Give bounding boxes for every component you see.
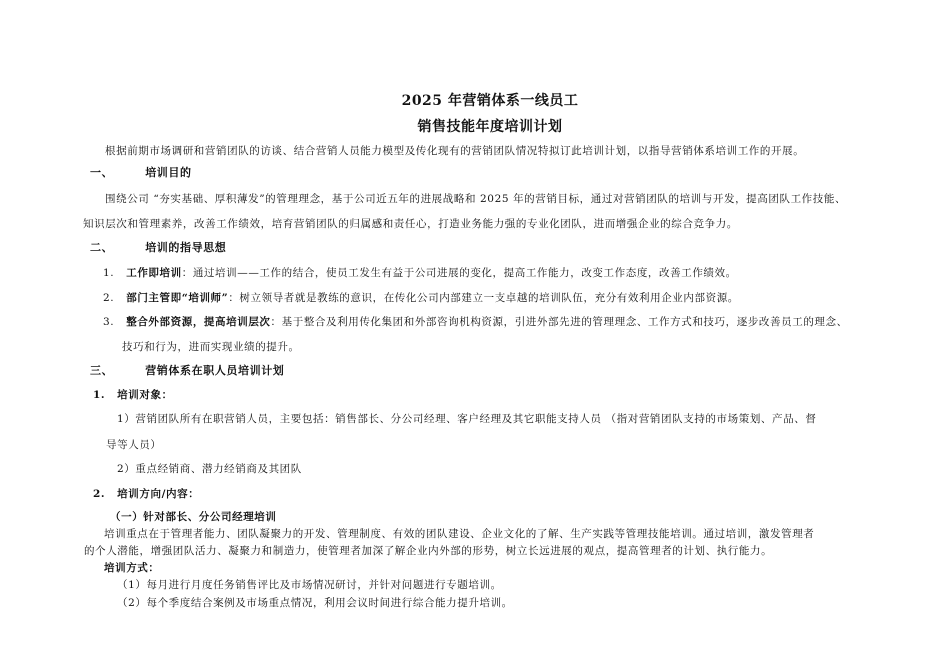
guideline-item-2-number: 2. <box>103 292 115 304</box>
trainee-item-1-line-2: 导等人员） <box>106 439 162 451</box>
document-title-line-2: 销售技能年度培训计划 <box>417 119 563 135</box>
guideline-item-2-text: ：树立领导者就是教练的意识，在传化公司内部建立一支卓越的培训队伍，充分有效利用企业内部资源。 <box>228 292 739 304</box>
section-2-heading <box>90 241 226 255</box>
guideline-item-2-lead: 部门主管即“培训师” <box>126 292 229 304</box>
guideline-item-1-lead: 工作即培训 <box>126 267 182 279</box>
guideline-item-1 <box>103 266 737 280</box>
section-3-title: 营销体系在职人员培训计划 <box>145 364 285 377</box>
guideline-item-2 <box>103 291 739 305</box>
subsection-1-number: 1. <box>93 389 106 401</box>
guideline-item-1-text: ：通过培训——工作的结合，使员工发生有益于公司进展的变化，提高工作能力，改变工作态度，改善工作绩效。 <box>181 267 737 279</box>
section-3-number: 三、 <box>90 364 114 377</box>
subsection-1-title: 培训对象： <box>117 389 173 401</box>
subsection-2-number: 2. <box>93 488 106 500</box>
training-method-heading: 培训方式： <box>104 562 160 574</box>
document-title-line-1: 2025 年营销体系一线员工 <box>401 93 579 109</box>
manager-training-heading: （一）针对部长、分公司经理培训 <box>110 511 277 523</box>
section-2-title: 培训的指导思想 <box>145 241 227 254</box>
guideline-item-3-continuation: 技巧和行为，进而实现业绩的提升。 <box>122 341 300 353</box>
section-1-paragraph-line-1: 围绕公司 “夯实基础、厚积薄发”的管理理念，基于公司近五年的进展战略和 2025 年的营销目标，通过对营销团队的培训与开发，提高团队工作技能、 <box>105 193 847 205</box>
section-1-title: 培训目的 <box>145 166 192 179</box>
subsection-1-heading <box>93 388 173 402</box>
guideline-item-3-number: 3. <box>103 316 115 328</box>
guideline-item-3-lead: 整合外部资源，提高培训层次 <box>126 316 271 328</box>
guideline-item-1-number: 1. <box>103 267 115 279</box>
section-1-heading <box>90 166 192 180</box>
guideline-item-3 <box>103 315 848 329</box>
section-1-paragraph-line-2: 知识层次和管理素养，改善工作绩效，培育营销团队的归属感和责任心，打造业务能力强的专业化团队，进而增强企业的综合竞争力。 <box>83 218 738 230</box>
subsection-2-title: 培训方向/内容： <box>117 488 200 500</box>
section-3-heading <box>90 364 284 378</box>
manager-training-paragraph-line-1: 培训重点在于管理者能力、团队凝聚力的开发、管理制度、有效的团队建设、企业文化的了解、生产实践等管理技能培训。通过培训，激发管理者 <box>104 528 815 540</box>
section-1-number: 一、 <box>90 166 114 179</box>
trainee-item-1-line-1: 1）营销团队所有在职营销人员，主要包括：销售部长、分公司经理、客户经理及其它职能支持人员 （指对营销团队支持的市场策划、产品、督 <box>117 413 817 425</box>
manager-training-paragraph-line-2: 的个人潜能，增强团队活力、凝聚力和制造力，使管理者加深了解企业内外部的形势，树立长远进展的观点，提高管理者的计划、执行能力。 <box>84 545 773 557</box>
subsection-2-heading <box>93 487 199 501</box>
intro-paragraph: 根据前期市场调研和营销团队的访谈、结合营销人员能力模型及传化现有的营销团队情况特拟订此培训计划，以指导营销体系培训工作的开展。 <box>105 145 805 157</box>
training-method-1: （1）每月进行月度任务销售评比及市场情况研讨，并针对问题进行专题培训。 <box>117 579 502 591</box>
trainee-item-2: 2）重点经销商、潜力经销商及其团队 <box>117 463 302 475</box>
training-method-2: （2）每个季度结合案例及市场重点情况，利用会议时间进行综合能力提升培训。 <box>117 597 513 609</box>
guideline-item-3-text: ：基于整合及利用传化集团和外部咨询机构资源，引进外部先进的管理理念、工作方式和技巧，逐步改善员工的理念、 <box>270 316 848 328</box>
section-2-number: 二、 <box>90 241 114 254</box>
